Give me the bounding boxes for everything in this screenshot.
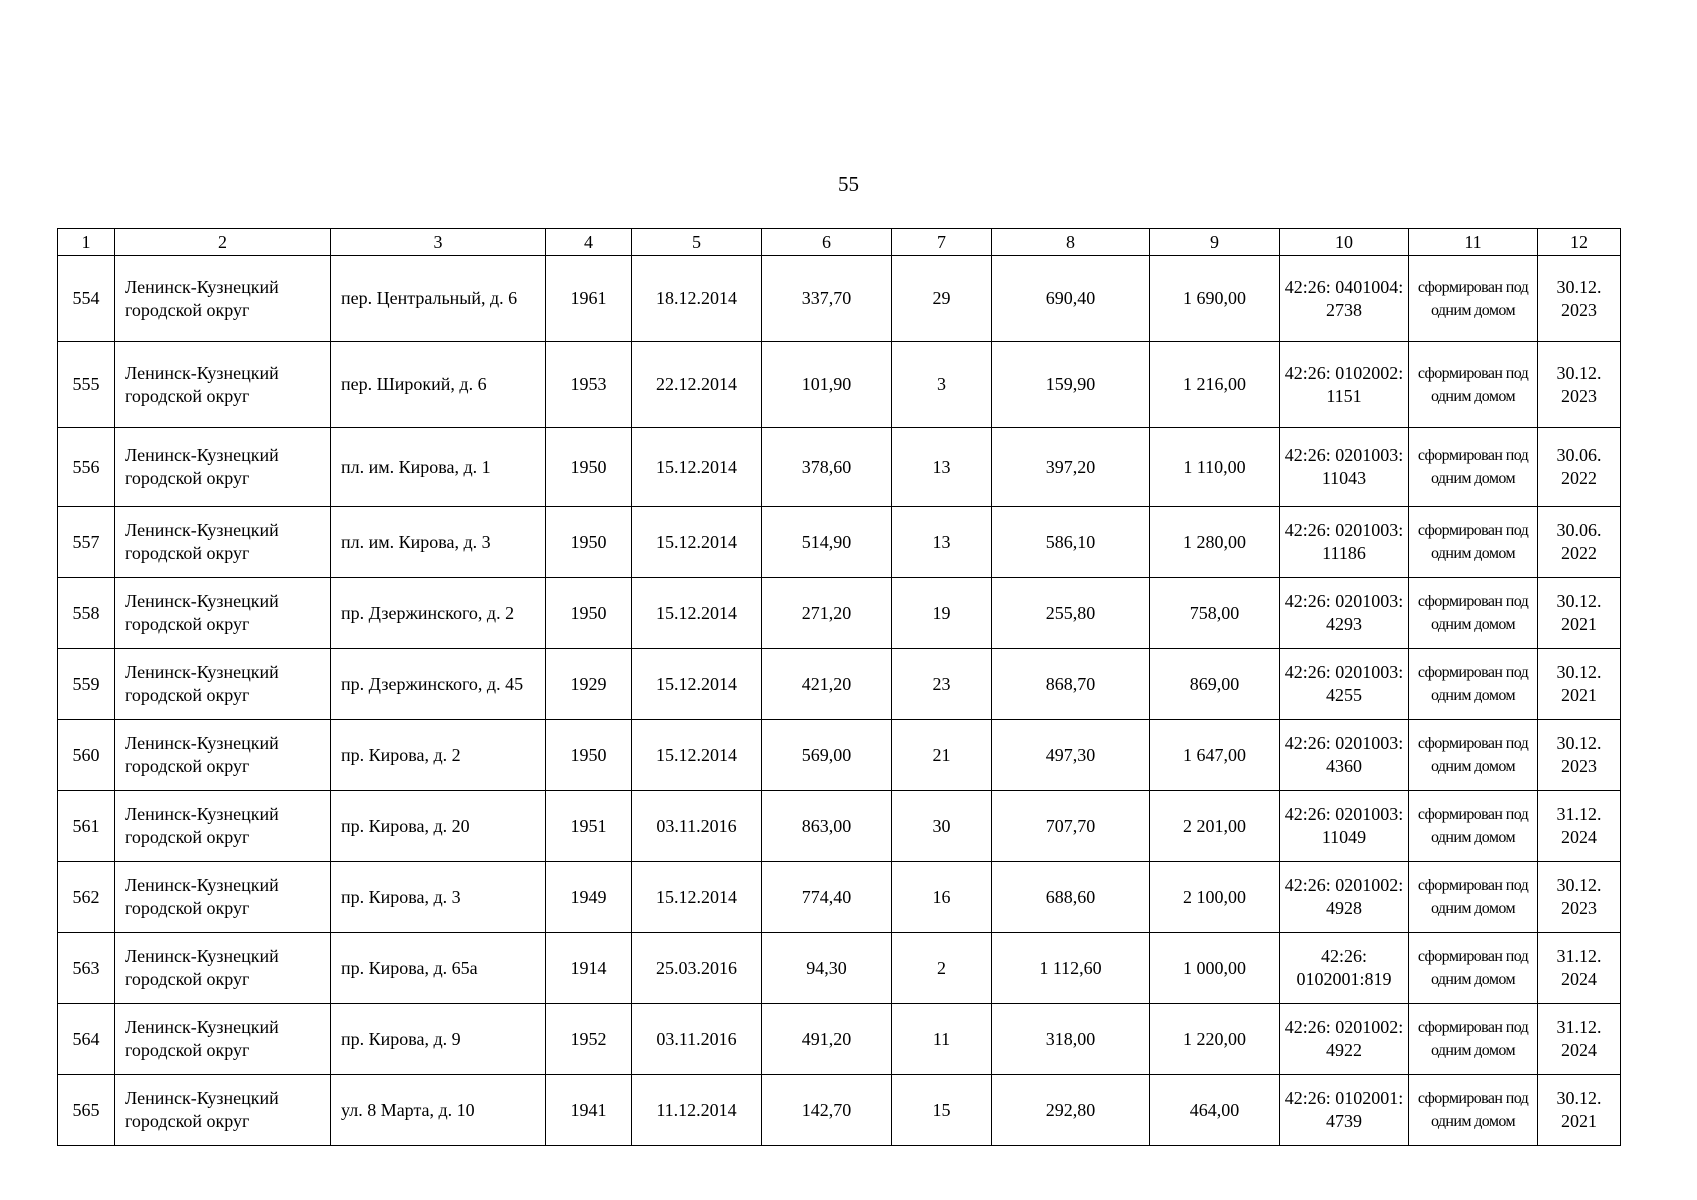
land-status-cell: сформирован под одним домом <box>1409 933 1538 1004</box>
table-row <box>58 1075 1621 1146</box>
address-cell: пр. Дзержинского, д. 2 <box>331 578 546 649</box>
area-cell: 514,90 <box>762 507 892 578</box>
value-cell: 1 690,00 <box>1150 256 1280 342</box>
cadastral-number-cell: 42:26: 0201002: 4922 <box>1280 1004 1409 1075</box>
year-built-cell: 1951 <box>546 791 632 862</box>
value-cell: 1 216,00 <box>1150 342 1280 428</box>
land-status-cell: сформирован под одним домом <box>1409 862 1538 933</box>
column-header: 12 <box>1538 229 1621 256</box>
column-header: 3 <box>331 229 546 256</box>
table-row <box>58 578 1621 649</box>
deadline-cell: 30.12. 2023 <box>1538 720 1621 791</box>
area-cell: 774,40 <box>762 862 892 933</box>
cadastral-number-cell: 42:26: 0401004: 2738 <box>1280 256 1409 342</box>
housing-register-table <box>57 228 1621 1146</box>
land-status-cell: сформирован под одним домом <box>1409 507 1538 578</box>
table-row <box>58 791 1621 862</box>
cadastral-number-cell: 42:26: 0102002: 1151 <box>1280 342 1409 428</box>
deadline-cell: 31.12. 2024 <box>1538 933 1621 1004</box>
date-cell: 22.12.2014 <box>632 342 762 428</box>
row-number-cell: 560 <box>58 720 115 791</box>
municipality-cell: Ленинск-Кузнецкий городской округ <box>115 256 331 342</box>
area-cell: 569,00 <box>762 720 892 791</box>
municipality-cell: Ленинск-Кузнецкий городской округ <box>115 720 331 791</box>
residents-cell: 13 <box>892 428 992 507</box>
cadastral-number-cell: 42:26: 0102001: 4739 <box>1280 1075 1409 1146</box>
deadline-cell: 30.12. 2021 <box>1538 1075 1621 1146</box>
land-status-cell: сформирован под одним домом <box>1409 1075 1538 1146</box>
area-cell: 378,60 <box>762 428 892 507</box>
column-header: 1 <box>58 229 115 256</box>
year-built-cell: 1953 <box>546 342 632 428</box>
cadastral-number-cell: 42:26: 0201003: 11186 <box>1280 507 1409 578</box>
value-cell: 497,30 <box>992 720 1150 791</box>
residents-cell: 16 <box>892 862 992 933</box>
row-number-cell: 562 <box>58 862 115 933</box>
deadline-cell: 30.06. 2022 <box>1538 428 1621 507</box>
residents-cell: 29 <box>892 256 992 342</box>
land-status-cell: сформирован под одним домом <box>1409 791 1538 862</box>
residents-cell: 23 <box>892 649 992 720</box>
value-cell: 690,40 <box>992 256 1150 342</box>
address-cell: пл. им. Кирова, д. 3 <box>331 507 546 578</box>
value-cell: 1 647,00 <box>1150 720 1280 791</box>
area-cell: 271,20 <box>762 578 892 649</box>
value-cell: 1 280,00 <box>1150 507 1280 578</box>
cadastral-number-cell: 42:26: 0201003: 4360 <box>1280 720 1409 791</box>
deadline-cell: 30.12. 2023 <box>1538 862 1621 933</box>
date-cell: 15.12.2014 <box>632 720 762 791</box>
deadline-cell: 30.12. 2023 <box>1538 342 1621 428</box>
area-cell: 94,30 <box>762 933 892 1004</box>
table-row <box>58 507 1621 578</box>
date-cell: 15.12.2014 <box>632 578 762 649</box>
year-built-cell: 1961 <box>546 256 632 342</box>
cadastral-number-cell: 42:26: 0201003: 11049 <box>1280 791 1409 862</box>
land-status-cell: сформирован под одним домом <box>1409 342 1538 428</box>
row-number-cell: 561 <box>58 791 115 862</box>
year-built-cell: 1950 <box>546 428 632 507</box>
value-cell: 1 220,00 <box>1150 1004 1280 1075</box>
address-cell: пр. Кирова, д. 65а <box>331 933 546 1004</box>
deadline-cell: 30.12. 2023 <box>1538 256 1621 342</box>
row-number-cell: 564 <box>58 1004 115 1075</box>
value-cell: 255,80 <box>992 578 1150 649</box>
table-row <box>58 1004 1621 1075</box>
year-built-cell: 1941 <box>546 1075 632 1146</box>
date-cell: 03.11.2016 <box>632 791 762 862</box>
address-cell: пр. Дзержинского, д. 45 <box>331 649 546 720</box>
residents-cell: 11 <box>892 1004 992 1075</box>
cadastral-number-cell: 42:26: 0201003: 4293 <box>1280 578 1409 649</box>
value-cell: 868,70 <box>992 649 1150 720</box>
row-number-cell: 563 <box>58 933 115 1004</box>
row-number-cell: 558 <box>58 578 115 649</box>
year-built-cell: 1950 <box>546 578 632 649</box>
municipality-cell: Ленинск-Кузнецкий городской округ <box>115 649 331 720</box>
address-cell: пр. Кирова, д. 9 <box>331 1004 546 1075</box>
address-cell: пр. Кирова, д. 2 <box>331 720 546 791</box>
date-cell: 25.03.2016 <box>632 933 762 1004</box>
residents-cell: 30 <box>892 791 992 862</box>
residents-cell: 21 <box>892 720 992 791</box>
date-cell: 11.12.2014 <box>632 1075 762 1146</box>
value-cell: 586,10 <box>992 507 1150 578</box>
value-cell: 292,80 <box>992 1075 1150 1146</box>
column-header: 4 <box>546 229 632 256</box>
value-cell: 758,00 <box>1150 578 1280 649</box>
year-built-cell: 1952 <box>546 1004 632 1075</box>
residents-cell: 15 <box>892 1075 992 1146</box>
value-cell: 688,60 <box>992 862 1150 933</box>
value-cell: 159,90 <box>992 342 1150 428</box>
municipality-cell: Ленинск-Кузнецкий городской округ <box>115 791 331 862</box>
cadastral-number-cell: 42:26: 0201003: 11043 <box>1280 428 1409 507</box>
year-built-cell: 1950 <box>546 507 632 578</box>
area-cell: 421,20 <box>762 649 892 720</box>
municipality-cell: Ленинск-Кузнецкий городской округ <box>115 862 331 933</box>
address-cell: пр. Кирова, д. 20 <box>331 791 546 862</box>
row-number-cell: 565 <box>58 1075 115 1146</box>
municipality-cell: Ленинск-Кузнецкий городской округ <box>115 578 331 649</box>
cadastral-number-cell: 42:26: 0201003: 4255 <box>1280 649 1409 720</box>
municipality-cell: Ленинск-Кузнецкий городской округ <box>115 428 331 507</box>
row-number-cell: 556 <box>58 428 115 507</box>
date-cell: 03.11.2016 <box>632 1004 762 1075</box>
land-status-cell: сформирован под одним домом <box>1409 256 1538 342</box>
date-cell: 18.12.2014 <box>632 256 762 342</box>
value-cell: 869,00 <box>1150 649 1280 720</box>
deadline-cell: 31.12. 2024 <box>1538 791 1621 862</box>
table-row <box>58 933 1621 1004</box>
row-number-cell: 559 <box>58 649 115 720</box>
column-number-row <box>58 229 1621 256</box>
row-number-cell: 557 <box>58 507 115 578</box>
area-cell: 863,00 <box>762 791 892 862</box>
deadline-cell: 30.12. 2021 <box>1538 578 1621 649</box>
table-row <box>58 649 1621 720</box>
residents-cell: 3 <box>892 342 992 428</box>
deadline-cell: 30.06. 2022 <box>1538 507 1621 578</box>
municipality-cell: Ленинск-Кузнецкий городской округ <box>115 933 331 1004</box>
area-cell: 337,70 <box>762 256 892 342</box>
land-status-cell: сформирован под одним домом <box>1409 578 1538 649</box>
date-cell: 15.12.2014 <box>632 428 762 507</box>
column-header: 7 <box>892 229 992 256</box>
row-number-cell: 554 <box>58 256 115 342</box>
year-built-cell: 1950 <box>546 720 632 791</box>
municipality-cell: Ленинск-Кузнецкий городской округ <box>115 342 331 428</box>
date-cell: 15.12.2014 <box>632 507 762 578</box>
year-built-cell: 1949 <box>546 862 632 933</box>
column-header: 8 <box>992 229 1150 256</box>
table-row <box>58 256 1621 342</box>
residents-cell: 19 <box>892 578 992 649</box>
value-cell: 2 201,00 <box>1150 791 1280 862</box>
value-cell: 464,00 <box>1150 1075 1280 1146</box>
deadline-cell: 31.12. 2024 <box>1538 1004 1621 1075</box>
table-row <box>58 342 1621 428</box>
year-built-cell: 1914 <box>546 933 632 1004</box>
date-cell: 15.12.2014 <box>632 862 762 933</box>
area-cell: 142,70 <box>762 1075 892 1146</box>
column-header: 2 <box>115 229 331 256</box>
value-cell: 707,70 <box>992 791 1150 862</box>
municipality-cell: Ленинск-Кузнецкий городской округ <box>115 1004 331 1075</box>
area-cell: 101,90 <box>762 342 892 428</box>
column-header: 9 <box>1150 229 1280 256</box>
value-cell: 1 000,00 <box>1150 933 1280 1004</box>
land-status-cell: сформирован под одним домом <box>1409 720 1538 791</box>
table-row <box>58 720 1621 791</box>
land-status-cell: сформирован под одним домом <box>1409 1004 1538 1075</box>
municipality-cell: Ленинск-Кузнецкий городской округ <box>115 507 331 578</box>
address-cell: ул. 8 Марта, д. 10 <box>331 1075 546 1146</box>
column-header: 10 <box>1280 229 1409 256</box>
column-header: 11 <box>1409 229 1538 256</box>
land-status-cell: сформирован под одним домом <box>1409 428 1538 507</box>
value-cell: 318,00 <box>992 1004 1150 1075</box>
year-built-cell: 1929 <box>546 649 632 720</box>
residents-cell: 2 <box>892 933 992 1004</box>
value-cell: 1 112,60 <box>992 933 1150 1004</box>
table-row <box>58 428 1621 507</box>
column-header: 5 <box>632 229 762 256</box>
address-cell: пер. Широкий, д. 6 <box>331 342 546 428</box>
value-cell: 1 110,00 <box>1150 428 1280 507</box>
column-header: 6 <box>762 229 892 256</box>
cadastral-number-cell: 42:26: 0201002: 4928 <box>1280 862 1409 933</box>
address-cell: пл. им. Кирова, д. 1 <box>331 428 546 507</box>
deadline-cell: 30.12. 2021 <box>1538 649 1621 720</box>
row-number-cell: 555 <box>58 342 115 428</box>
page-number: 55 <box>838 172 859 196</box>
residents-cell: 13 <box>892 507 992 578</box>
municipality-cell: Ленинск-Кузнецкий городской округ <box>115 1075 331 1146</box>
cadastral-number-cell: 42:26: 0102001:819 <box>1280 933 1409 1004</box>
date-cell: 15.12.2014 <box>632 649 762 720</box>
value-cell: 397,20 <box>992 428 1150 507</box>
address-cell: пер. Центральный, д. 6 <box>331 256 546 342</box>
value-cell: 2 100,00 <box>1150 862 1280 933</box>
address-cell: пр. Кирова, д. 3 <box>331 862 546 933</box>
table-row <box>58 862 1621 933</box>
area-cell: 491,20 <box>762 1004 892 1075</box>
land-status-cell: сформирован под одним домом <box>1409 649 1538 720</box>
